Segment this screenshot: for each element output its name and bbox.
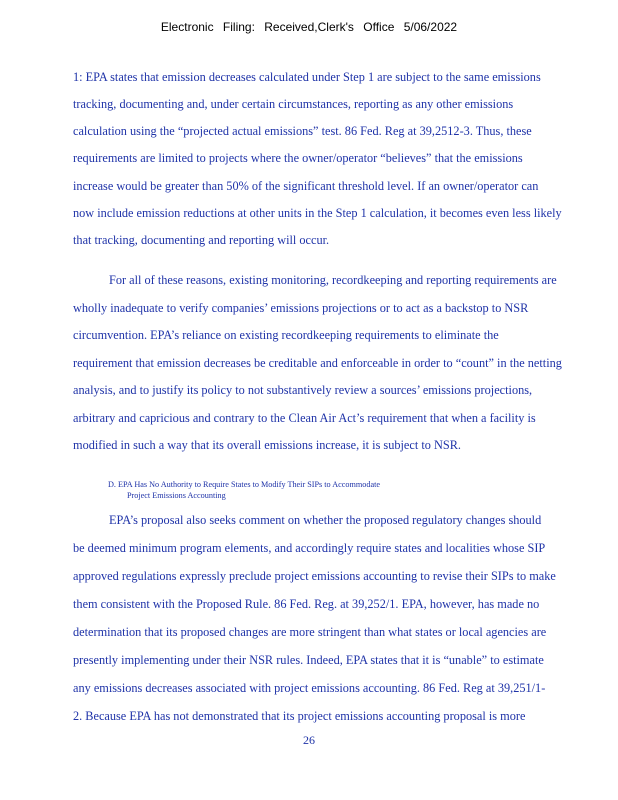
text-line: now include emission reductions at other units in the Step 1 calculation, it becomes even less likely: [73, 206, 562, 220]
text-line: that tracking, documenting and reporting will occur.: [73, 233, 330, 247]
text-line: determination that its proposed changes are more stringent than what states or local agencies are: [73, 625, 547, 639]
text-line: analysis, and to justify its policy to not substantively review a sources’ emissions projections,: [73, 383, 533, 397]
section-heading: [108, 479, 380, 501]
text-line: EPA’s proposal also seeks comment on whether the proposed regulatory changes should: [109, 513, 542, 527]
text-line: modified in such a way that its overall emissions increase, it is subject to NSR.: [73, 438, 461, 452]
text-line: circumvention. EPA’s reliance on existing recordkeeping requirements to eliminate the: [73, 328, 499, 342]
text-line: calculation using the “projected actual emissions” test. 86 Fed. Reg at 39,2512-3. Thus, these: [73, 124, 532, 138]
text-line: For all of these reasons, existing monitoring, recordkeeping and reporting requirements are: [109, 273, 557, 287]
heading-line: D. EPA Has No Authority to Require States to Modify Their SIPs to Accommodate: [108, 480, 380, 489]
text-line: tracking, documenting and, under certain circumstances, reporting as any other emissions: [73, 97, 514, 111]
text-line: arbitrary and capricious and contrary to the Clean Air Act’s requirement that when a facility is: [73, 411, 536, 425]
filing-header: Electronic Filing: Received,Clerk's Office 5/06/2022: [160, 20, 458, 34]
text-line: be deemed minimum program elements, and accordingly require states and localities whose SIP: [73, 541, 546, 555]
text-line: approved regulations expressly preclude project emissions accounting to revise their SIPs to make: [73, 569, 556, 583]
text-line: any emissions decreases associated with project emissions accounting. 86 Fed. Reg at 39,251/1-: [73, 681, 546, 695]
text-line: requirement that emission decreases be creditable and enforceable in order to “count” in the netting: [73, 356, 562, 370]
text-line: wholly inadequate to verify companies’ emissions projections or to act as a backstop to NSR: [73, 301, 529, 315]
text-line: 1: EPA states that emission decreases calculated under Step 1 are subject to the same emissions: [73, 70, 541, 84]
text-line: them consistent with the Proposed Rule. 86 Fed. Reg. at 39,252/1. EPA, however, has made no: [73, 597, 540, 611]
text-line: requirements are limited to projects where the owner/operator “believes” that the emissions: [73, 151, 523, 165]
heading-line: Project Emissions Accounting: [127, 491, 226, 500]
text-line: 2. Because EPA has not demonstrated that its project emissions accounting proposal is more: [73, 709, 526, 723]
text-line: increase would be greater than 50% of the significant threshold level. If an owner/operator can: [73, 179, 539, 193]
page-number: 26: [303, 733, 315, 747]
text-line: presently implementing under their NSR rules. Indeed, EPA states that it is “unable” to estimate: [73, 653, 544, 667]
